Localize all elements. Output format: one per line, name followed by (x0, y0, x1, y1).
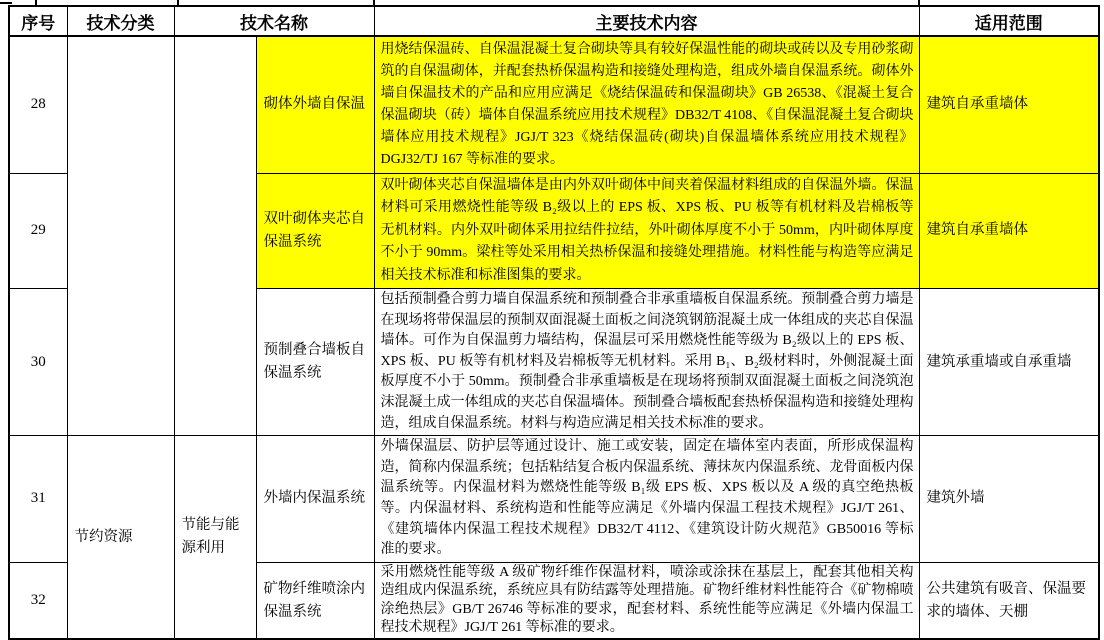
row-number-cell: 30 (9, 289, 67, 436)
subcategory-cell-bottom: 节能与能源利用 (174, 436, 256, 640)
scope-cell: 建筑外墙 (919, 436, 1099, 563)
tech-content-cell: 外墙保温层、防护层等通过设计、施工或安装，固定在墙体室内表面，所形成保温构造，简称内保温系统；包括粘结复合板内保温系统、薄抹灰内保温系统、龙骨面板内保温系统等。内保温材料为燃烧性能等级 B₁级 EPS 板、XPS 板以及 A 级的真空绝热板等。内保温材料、系统构造和性能等应满足《外墙内保温工程技术规程》JGJ/T 261、《建筑墙体内保温工程技术规程》DB32/T 4112、《建筑设计防火规范》GB50016 等标准的要求。 (374, 436, 919, 563)
row-number-cell: 29 (9, 173, 67, 289)
col-header-category: 技术分类 (67, 6, 174, 36)
tech-content-cell: 包括预制叠合剪力墙自保温系统和预制叠合非承重墙板自保温系统。预制叠合剪力墙是在现场将带保温层的预制双面混凝土面板之间浇筑钢筋混凝土成一体组成的夹芯自保温墙体。可作为自保温剪力墙结构，保温层可采用燃烧性能等级为 B₂级以上的 EPS 板、XPS 板、PU 板等有机材料及岩棉板等无机材料。采用 B₁、B₂级材料时，外侧混凝土面板厚度不小于 50mm。预制叠合非承重墙板是在现场将预制双面混凝土面板之间浇筑泡沫混凝土成一体组成的夹芯自保温墙体。预制叠合墙板配套热桥保温构造和接缝处理构造，组成自保温系统。材料与构造应满足相关技术标准的要求。 (374, 289, 919, 436)
tech-name-cell: 预制叠合墙板自保温系统 (256, 289, 374, 436)
col-header-scope: 适用范围 (919, 6, 1099, 36)
tech-name-cell: 矿物纤维喷涂内保温系统 (256, 562, 374, 639)
col-header-content: 主要技术内容 (374, 6, 919, 36)
tech-name-cell: 外墙内保温系统 (256, 436, 374, 563)
table-row-31 (9, 436, 1099, 563)
tech-content-cell: 用烧结保温砖、自保温混凝土复合砌块等具有较好保温性能的砌块或砖以及专用砂浆砌筑的自保温砌体，并配套热桥保温构造和接缝处理构造，组成外墙自保温系统。砌体外墙自保温技术的产品和应用应满足《烧结保温砖和保温砌块》GB 26538、《混凝土复合保温砌块（砖）墙体自保温系统应用技术规程》DB32/T 4108、《自保温混凝土复合砌块墙体应用技术规程》JGJ/T 323《烧结保温砖(砌块)自保温墙体系统应用技术规程》DGJ32/TJ 167 等标准的要求。 (374, 36, 919, 173)
category-cell-bottom: 节约资源 (67, 436, 174, 640)
col-header-name: 技术名称 (174, 6, 374, 36)
tech-name-cell: 砌体外墙自保温 (256, 36, 374, 173)
row-number-cell: 28 (9, 36, 67, 173)
scope-cell: 建筑自承重墙体 (919, 173, 1099, 289)
header-row (9, 6, 1099, 36)
table-row-28 (9, 36, 1099, 173)
page-crop-artifact (0, 2, 12, 4)
technology-table (8, 5, 1100, 640)
col-header-no: 序号 (9, 6, 67, 36)
tech-content-cell: 双叶砌体夹芯自保温墙体是由内外双叶砌体中间夹着保温材料组成的自保温外墙。保温材料可采用燃烧性能等级 B₂级以上的 EPS 板、XPS 板、PU 板等有机材料及岩棉板等无机材料。内外双叶砌体采用拉结件拉结，外叶砌体厚度不小于 50mm，内叶砌体厚度不小于 90mm。梁柱等处采用相关热桥保温和接缝处理措施。材料性能与构造等应满足相关技术标准和标准图集的要求。 (374, 173, 919, 289)
scope-cell: 建筑承重墙或自承重墙 (919, 289, 1099, 436)
row-number-cell: 32 (9, 562, 67, 639)
scope-cell: 公共建筑有吸音、保温要求的墙体、天棚 (919, 562, 1099, 639)
tech-content-cell: 采用燃烧性能等级 A 级矿物纤维作保温材料，喷涂或涂抹在基层上，配套其他相关构造组成内保温系统，系统应具有防结露等处理措施。矿物纤维材料性能符合《矿物棉喷涂绝热层》GB/T 26746 等标准的要求，配套材料、系统性能等应满足《外墙内保温工程技术规程》JGJ/T 261 等标准的要求。 (374, 562, 919, 639)
scope-cell: 建筑自承重墙体 (919, 36, 1099, 173)
subcategory-cell-top (174, 36, 256, 436)
category-cell-top (67, 36, 174, 436)
row-number-cell: 31 (9, 436, 67, 563)
tech-name-cell: 双叶砌体夹芯自保温系统 (256, 173, 374, 289)
